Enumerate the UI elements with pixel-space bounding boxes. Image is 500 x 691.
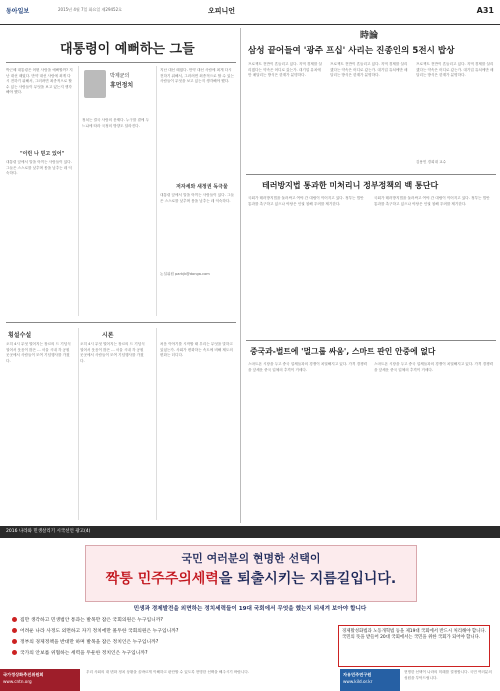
left-article-body-col2: 정치는 결국 사람의 문제다. 누구를 곁에 두느냐에 따라 국정의 방향도 달라진다.: [82, 118, 150, 128]
ad-headline-line2: 짝퉁 민주주의세력을 퇴출시키는 지름길입니다.: [105, 571, 397, 587]
bottom-mid-column-title: 시론: [102, 332, 114, 339]
left-article-title: 대통령이 예뻐하는 그들: [60, 42, 195, 57]
right-bottom-article-body-2: 스마트폰 시장을 두고 중국 업체들과의 경쟁이 치열해지고 있다. 가격 경쟁력을 앞세운 중국 업체의 추격이 거세다.: [374, 362, 494, 372]
ad-bullet-list: [12, 616, 332, 656]
right-article-title: 삼성 끝어들여 '광주 프십' 사리는 진종인의 5전시 밥상: [248, 46, 455, 56]
page-number: A31: [476, 6, 494, 15]
ad-bullet: 집만 생각하고 민생법안 통과는 발목만 잡은 국회의원은 누구입니까?: [12, 616, 332, 623]
ad-footer-middle-text: 우리 사회의 대 변화 정치 상황을 올바르게 이해하고 판단할 수 있도록 현명한 선택을 해주시기 바랍니다.: [86, 670, 249, 674]
ad-banner-strip: 2016 나라와 민생살리기 시국선언 광고(4): [0, 526, 500, 538]
right-mid-article-title: 테러방지법 통과한 미처리니 정부정책의 백 통단다: [262, 181, 439, 190]
newspaper-name: 동아일보: [6, 8, 30, 15]
ad-headline-box: [85, 545, 417, 602]
author-column-tag: 휴먼정치: [110, 82, 134, 89]
left-subheading: "이런 나 믿고 있어": [20, 151, 65, 157]
ad-bullet: 정부의 경제정책을 반대만 하며 발목을 잡은 정치인은 누구입니까?: [12, 638, 332, 645]
left-article-body-col3: 지난 대선 때였다. 만약 대선 사람에 최게 다시 전하기 위해서, 그러려면 최종적으로 할 수 있는 사람들이 무엇을 보고 있는지 생각해야 했다.: [160, 68, 234, 84]
ad-footer-right-text: 현명한 선택이 나라의 미래를 결정합니다. 국민 여러분의 성원을 부탁드립니다.: [404, 670, 492, 680]
ad-footer-org-right: 자유민주연구원 www.kild.or.kr: [340, 669, 400, 691]
left-article-body-col1: 대통령 앞에서 말을 아끼는 사람들이 있다. 그들은 스스로를 낮추며 몸을 낮추는 데 익숙하다.: [6, 160, 72, 176]
ad-subline: 민생과 경제발전을 외면하는 정치세력들이 19대 국회에서 무엇을 했는지 되새겨 보아야 합니다: [133, 606, 367, 612]
right-article-tag: 時論: [360, 31, 379, 41]
ad-side-box: [338, 625, 490, 667]
ad-side-text: 경제활성화법과 노동개혁법 등을 제19대 국회에서 반드시 처리해야 합니다. 국민의 뜻을 받들어 20대 국회에서는 국민을 위한 국회가 되어야 합니다.: [342, 629, 486, 640]
bottom-left-column-body-2: 오히 4시 무엇 떨어지는 장르의 드 기념식 열어서 웃음이 많은 ... 서울 시내 각 공원 곳곳에서 사람들이 모여 기념행사를 가졌다.: [80, 342, 145, 363]
page-header: [0, 0, 500, 25]
left-subheading-2: 저자세와 새정권 독극물: [176, 184, 228, 190]
ad-bullet: 어려운 나라 사정도 외면하고 자기 정치에만 몰두한 국회의원은 누구입니까?: [12, 627, 332, 634]
author-photo: [84, 70, 106, 98]
right-mid-article-body-1: 국회가 테러방지법을 둘러싸고 여야 간 대립이 이어지고 있다. 정부는 법안 통과를 촉구하고 있으나 야당은 인권 침해 우려를 제기한다.: [248, 196, 364, 206]
bottom-left-column-body-1: 오히 4시 무엇 떨어지는 장르의 드 기념식 열어서 웃음이 많은 ... 서울 시내 각 공원 곳곳에서 사람들이 모여 기념행사를 가졌다.: [6, 342, 71, 363]
right-article-body-3: 프로젝트 전반이 흔들리고 있다. 지역 경제를 살리겠다는 약속은 어디로 갔는가. 대기업 유치에만 매달리는 방식은 한계가 분명하다.: [416, 62, 494, 78]
issue-date: 2015년 4월 7일 화요일 제29452호: [58, 7, 122, 12]
right-mid-article-body-2: 국회가 테러방지법을 둘러싸고 여야 간 대립이 이어지고 있다. 정부는 법안 통과를 촉구하고 있으나 야당은 인권 침해 우려를 제기한다.: [374, 196, 490, 206]
author-box: [82, 68, 152, 113]
ad-footer-org-left: 국가정상화추진위원회 www.cntn.org: [0, 669, 80, 691]
right-article-body-2: 프로젝트 전반이 흔들리고 있다. 지역 경제를 살리겠다는 약속은 어디로 갔는가. 대기업 유치에만 매달리는 방식은 한계가 분명하다.: [330, 62, 408, 78]
right-bottom-article-body-1: 스마트폰 시장을 두고 중국 업체들과의 경쟁이 치열해지고 있다. 가격 경쟁력을 앞세운 중국 업체의 추격이 거세다.: [248, 362, 368, 372]
bottom-left-column-title: 횡설수설: [8, 332, 32, 339]
ad-bullet: 국가의 안보를 위협하는 세력을 두둔한 정치인은 누구입니까?: [12, 649, 332, 656]
author-label: 박제균의: [110, 73, 130, 79]
right-article-body-1: 프로젝트 전반이 흔들리고 있다. 지역 경제를 살리겠다는 약속은 어디로 갔는가. 대기업 유치에만 매달리는 방식은 한계가 분명하다.: [248, 62, 322, 78]
right-bottom-article-title: 중국과-벌트에 '멀그룹 싸움', 스마트 판인 안중에 없다: [250, 347, 436, 356]
bottom-mid-column-body: 처음 이야기를 시작할 때 우리는 무엇을 말하고 있었는가. 사회가 변화하는 속도에 비해 제도의 변화는 더디다.: [160, 342, 233, 358]
left-article-author-email: 논설위원 parkjk@donga.com: [160, 272, 210, 276]
right-article-author: 김용민 경희대 교수: [416, 160, 447, 164]
left-article-body-col4: 대통령 앞에서 말을 아끼는 사람들이 있다. 그들은 스스로를 낮추며 몸을 낮추는 데 익숙하다.: [160, 193, 234, 203]
section-title: 오피니언: [208, 7, 236, 15]
ad-headline-line1: 국민 여러분의 현명한 선택이: [181, 552, 321, 565]
left-article-lead: 박근혜 대통령은 어떤 사람을 예뻐할까? 지난 대선 때였다. 만약 대선 사람에 최게 다시 전하기 위해서, 그러려면 최종적으로 할 수 있는 사람들이 무엇을 보고 있는지 생각해야 했다.: [6, 68, 73, 95]
